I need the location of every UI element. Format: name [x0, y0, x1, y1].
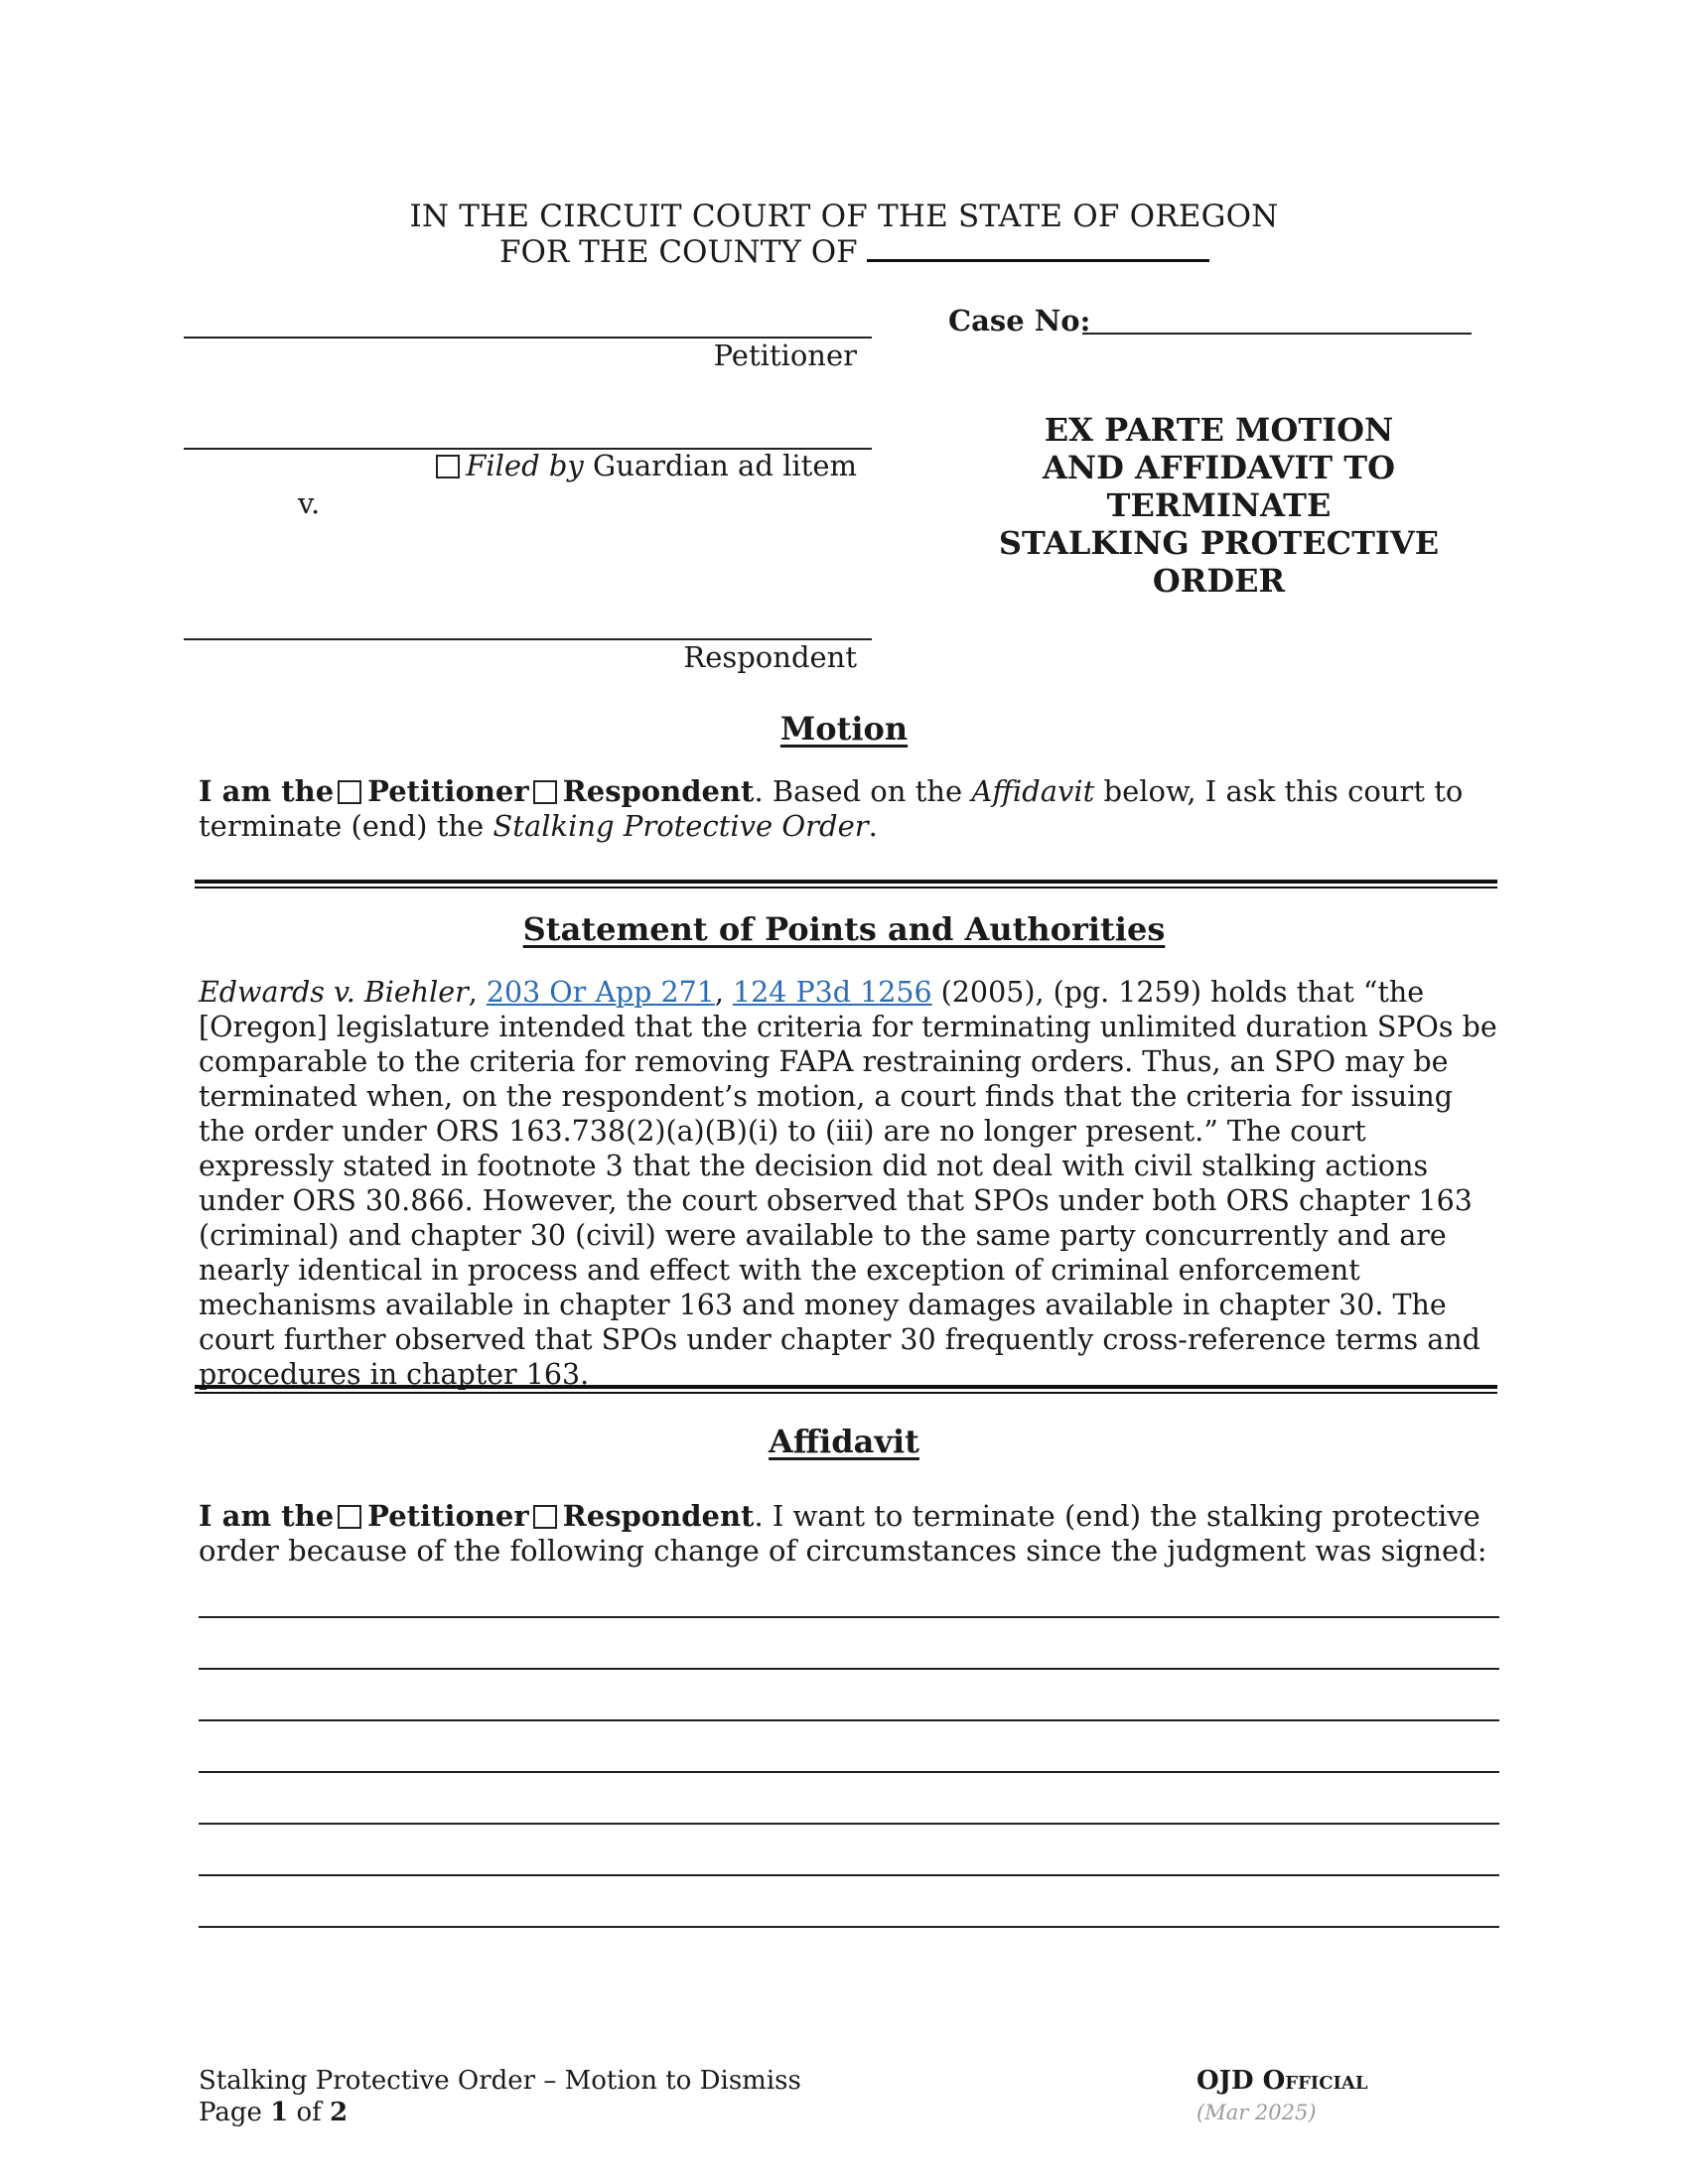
- affidavit-respondent-checkbox[interactable]: [533, 1505, 557, 1529]
- case-number: [948, 304, 1090, 338]
- points-paragraph: [199, 975, 1499, 1392]
- divider-1b: [195, 887, 1497, 888]
- page-word: Page: [199, 2098, 271, 2127]
- motion-heading: Motion: [779, 710, 909, 748]
- affidavit-respondent-label: Respondent: [562, 1499, 755, 1533]
- title-line-4: STALKING PROTECTIVE: [998, 524, 1440, 562]
- motion-spo-italic: Stalking Protective Order: [492, 809, 869, 843]
- motion-respondent-label: Respondent: [562, 774, 755, 808]
- motion-text-a: . Based on the: [754, 774, 972, 808]
- motion-petitioner-checkbox[interactable]: [338, 780, 361, 804]
- page-of: of: [288, 2098, 331, 2127]
- comma-1: ,: [468, 976, 487, 1009]
- page-num: 1: [270, 2098, 289, 2127]
- page-total: 2: [330, 2098, 349, 2127]
- title-line-3: TERMINATE: [1106, 486, 1332, 524]
- affidavit-petitioner-label: Petitioner: [367, 1499, 529, 1533]
- points-body: (2005), (pg. 1259) holds that “the [Oregon] legislature intended that the criteria for terminating unlimited duration SPOs be comparable to the criteria for removing FAPA restraining orders. Thus, an SPO may be terminated when, on the respondent’s motion, a court finds that the criteria for issuing the order under ORS 163.738(2)(a)(B)(i) to (iii) are no longer present.” The court expressly stated in footnote 3 that the decision did not deal with civil stalking actions under ORS 30.866. However, the court observed that SPOs under both ORS chapter 163 (criminal) and chapter 30 (civil) were available to the same party concurrently and are nearly identical in process and effect with the exception of criminal enforcement mechanisms available in chapter 163 and money damages available in chapter 30. The court further observed that SPOs under chapter 30 frequently cross-reference terms and procedures in chapter 163.: [199, 976, 1497, 1391]
- court-name: IN THE CIRCUIT COURT OF THE STATE OF OREGON: [409, 199, 1279, 234]
- case-no-label: Case No:: [948, 304, 1091, 338]
- ojd-official-word: Official: [1262, 2066, 1368, 2096]
- divider-2: [195, 1385, 1497, 1389]
- ojd-official: [1196, 2065, 1368, 2097]
- document-title: [993, 411, 1445, 600]
- footer-right: [1196, 2065, 1368, 2128]
- guardian-filed-by: [184, 449, 857, 482]
- case-no-field[interactable]: [1082, 333, 1472, 335]
- motion-paragraph: [199, 774, 1499, 844]
- footer-page-number: [199, 2097, 801, 2128]
- footer-form-title: Stalking Protective Order – Motion to Dismiss: [199, 2066, 801, 2096]
- county-label: FOR THE COUNTY OF: [499, 234, 858, 270]
- motion-text-b: below, I ask this court to terminate (end) the: [199, 774, 1464, 843]
- filed-by-italic: Filed by: [466, 449, 584, 482]
- affidavit-i-am: I am the: [199, 1499, 335, 1533]
- county-blank[interactable]: [867, 239, 1209, 262]
- affidavit-line[interactable]: [199, 1771, 1499, 1773]
- title-line-2: AND AFFIDAVIT TO: [1043, 449, 1395, 486]
- affidavit-text: . I want to terminate (end) the stalking protective order because of the following change of circumstances since the judgment was signed:: [199, 1499, 1487, 1568]
- affidavit-line[interactable]: [199, 1668, 1499, 1670]
- motion-affidavit-italic: Affidavit: [971, 774, 1095, 808]
- motion-petitioner-label: Petitioner: [367, 774, 529, 808]
- county-line: [499, 234, 1209, 270]
- case-citation: Edwards v. Biehler: [199, 976, 469, 1009]
- motion-text-c: .: [868, 809, 878, 843]
- motion-i-am: I am the: [199, 774, 335, 808]
- divider-2b: [195, 1392, 1497, 1394]
- footer-left: [199, 2065, 801, 2128]
- versus: v.: [298, 486, 321, 520]
- citation-link-or-app[interactable]: 203 Or App 271: [486, 976, 715, 1009]
- affidavit-petitioner-checkbox[interactable]: [338, 1505, 361, 1529]
- revision-date: (Mar 2025): [1196, 2101, 1317, 2124]
- affidavit-line[interactable]: [199, 1823, 1499, 1825]
- respondent-label: Respondent: [683, 640, 857, 674]
- guardian-label: Guardian ad litem: [583, 449, 857, 482]
- title-line-5: ORDER: [1152, 562, 1286, 600]
- comma-2: ,: [714, 976, 734, 1009]
- divider-1: [195, 880, 1497, 884]
- affidavit-paragraph: [199, 1499, 1499, 1569]
- affidavit-line[interactable]: [199, 1874, 1499, 1876]
- affidavit-heading: Affidavit: [769, 1423, 919, 1460]
- affidavit-line[interactable]: [199, 1616, 1499, 1618]
- points-heading: Statement of Points and Authorities: [522, 910, 1166, 948]
- ojd-prefix: OJD: [1196, 2066, 1263, 2096]
- citation-link-p3d[interactable]: 124 P3d 1256: [733, 976, 932, 1009]
- motion-respondent-checkbox[interactable]: [533, 780, 557, 804]
- affidavit-line[interactable]: [199, 1719, 1499, 1721]
- affidavit-line[interactable]: [199, 1926, 1499, 1928]
- petitioner-label: Petitioner: [713, 339, 857, 372]
- guardian-checkbox[interactable]: [436, 455, 460, 478]
- title-line-1: EX PARTE MOTION: [1044, 411, 1394, 449]
